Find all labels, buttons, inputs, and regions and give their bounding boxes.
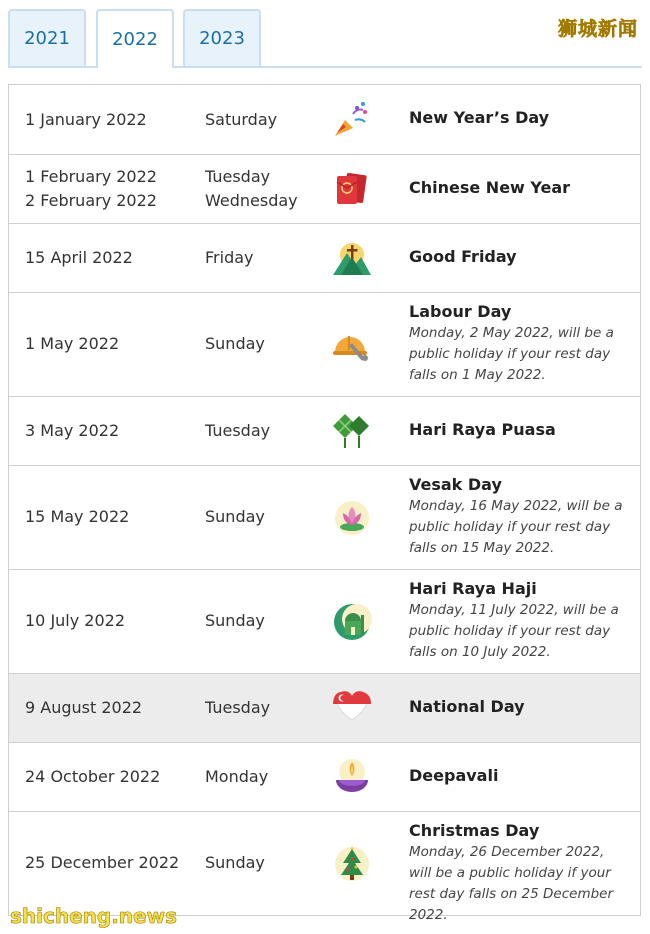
holiday-name: Hari Raya Puasa — [409, 420, 556, 439]
singapore-heart-flag-icon — [331, 684, 373, 726]
holiday-name: Hari Raya Haji — [409, 579, 537, 598]
holiday-name-cell — [409, 177, 630, 199]
holiday-date: 1 February 2022 2 February 2022 — [25, 167, 157, 210]
christmas-tree-icon — [331, 843, 373, 885]
holiday-name-cell — [409, 696, 630, 718]
table-row — [9, 673, 640, 742]
holiday-name-cell — [409, 246, 630, 268]
tab-2021[interactable]: 2021 — [8, 9, 86, 66]
party-popper-icon — [331, 98, 373, 140]
holiday-weekday: Sunday — [205, 507, 265, 526]
lotus-icon — [331, 497, 373, 539]
table-row — [9, 569, 640, 673]
table-row — [9, 154, 640, 223]
holiday-note: Monday, 11 July 2022, will be a public holiday if your rest day falls on 10 July 2022. — [409, 602, 619, 660]
holiday-name: Deepavali — [409, 766, 499, 785]
holiday-name-cell — [409, 107, 630, 129]
holiday-weekday: Sunday — [205, 853, 265, 872]
holiday-name: Labour Day — [409, 302, 512, 321]
ketupat-icon — [331, 410, 373, 452]
holiday-name: Vesak Day — [409, 475, 502, 494]
holiday-name: Christmas Day — [409, 821, 540, 840]
table-row — [9, 396, 640, 465]
holiday-weekday: Saturday — [205, 110, 278, 129]
tab-2022[interactable]: 2022 — [96, 9, 174, 68]
holiday-date: 25 December 2022 — [25, 853, 180, 872]
holiday-date: 1 May 2022 — [25, 334, 120, 353]
holiday-name-cell — [409, 578, 630, 663]
year-tabs — [0, 0, 650, 68]
cross-hill-icon — [331, 237, 373, 279]
holiday-date: 3 May 2022 — [25, 421, 120, 440]
watermark-logo-top: 狮城新闻 — [557, 18, 638, 40]
holiday-name-cell — [409, 820, 630, 926]
holiday-weekday: Friday — [205, 248, 254, 267]
holiday-name: New Year’s Day — [409, 108, 550, 127]
holiday-name: National Day — [409, 697, 525, 716]
holiday-date: 9 August 2022 — [25, 698, 143, 717]
holiday-date: 15 May 2022 — [25, 507, 130, 526]
holiday-date: 10 July 2022 — [25, 611, 126, 630]
holiday-note: Monday, 26 December 2022, will be a public holiday if your rest day falls on 25 December 2022. — [409, 844, 614, 923]
table-row — [9, 742, 640, 811]
holiday-date: 24 October 2022 — [25, 767, 161, 786]
holiday-name-cell — [409, 419, 630, 441]
table-row — [9, 223, 640, 292]
hard-hat-icon — [331, 324, 373, 366]
holiday-name-cell — [409, 474, 630, 559]
holiday-weekday: Tuesday — [205, 421, 271, 440]
holiday-name-cell — [409, 301, 630, 386]
holiday-weekday: Sunday — [205, 334, 265, 353]
table-row — [9, 292, 640, 396]
holiday-name: Chinese New Year — [409, 178, 571, 197]
diya-lamp-icon — [331, 756, 373, 798]
holiday-note: Monday, 2 May 2022, will be a public holiday if your rest day falls on 1 May 2022. — [409, 325, 614, 383]
holiday-date: 15 April 2022 — [25, 248, 133, 267]
holiday-weekday: Tuesday Wednesday — [205, 167, 298, 210]
holiday-name: Good Friday — [409, 247, 517, 266]
holiday-note: Monday, 16 May 2022, will be a public holiday if your rest day falls on 15 May 2022. — [409, 498, 623, 556]
holiday-weekday: Monday — [205, 767, 269, 786]
holiday-weekday: Sunday — [205, 611, 265, 630]
mosque-crescent-icon — [331, 601, 373, 643]
holidays-table — [8, 84, 641, 923]
holiday-name-cell — [409, 765, 630, 787]
holiday-date: 1 January 2022 — [25, 110, 147, 129]
table-row — [9, 465, 640, 569]
tab-2023[interactable]: 2023 — [183, 9, 261, 66]
red-packet-icon — [331, 168, 373, 210]
holiday-weekday: Tuesday — [205, 698, 271, 717]
table-row — [9, 85, 640, 154]
watermark-logo-bottom: shicheng.news — [10, 904, 177, 928]
